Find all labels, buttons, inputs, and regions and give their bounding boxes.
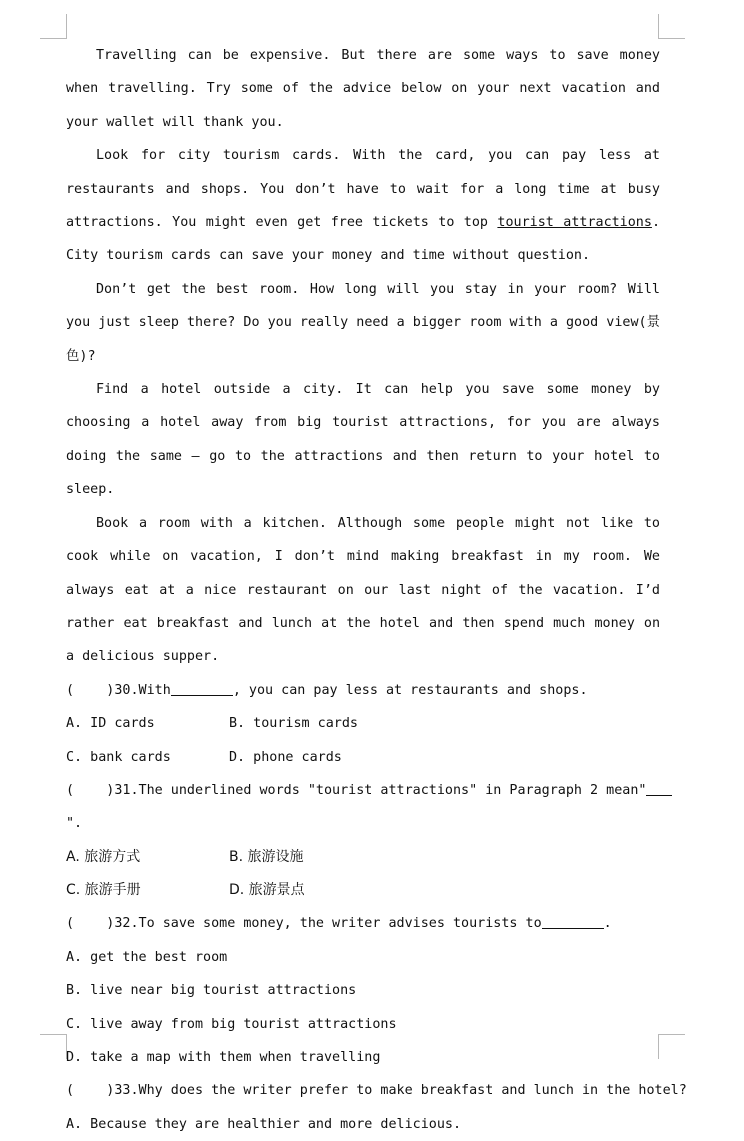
document-body bbox=[66, 39, 687, 1141]
crop-mark-bottom-left bbox=[40, 1034, 67, 1059]
question-30 bbox=[66, 674, 660, 707]
question-33 bbox=[66, 1074, 687, 1107]
answer-bracket: ( ) bbox=[66, 916, 115, 932]
option-a bbox=[66, 841, 229, 874]
crop-mark-bottom-right bbox=[658, 1034, 685, 1059]
answer-blank bbox=[171, 681, 233, 696]
option-b-text: B. 旅游设施 bbox=[229, 848, 304, 865]
option-a-text: A. 旅游方式 bbox=[66, 848, 141, 865]
paragraph-2-text-start: Look for city tourism cards. With the card, you can pay less at restaurants and shops. You don’t have to wait for a long time at busy attractions. You might even get free tickets to top bbox=[66, 148, 660, 231]
option-c bbox=[66, 874, 229, 907]
option-c: C. bank cards bbox=[66, 749, 171, 765]
underlined-words: tourist attractions bbox=[497, 215, 652, 231]
option-d bbox=[229, 874, 392, 907]
question-31-options-row-2 bbox=[66, 874, 660, 907]
option-c: C. live away from big tourist attractions bbox=[66, 1016, 397, 1032]
question-32-text-end: . bbox=[603, 916, 612, 932]
question-30-options-row-2 bbox=[66, 741, 660, 774]
question-31-continuation: ". bbox=[66, 816, 83, 832]
option-c-text: C. 旅游手册 bbox=[66, 882, 141, 899]
answer-blank bbox=[646, 781, 672, 796]
option-b bbox=[229, 841, 392, 874]
question-32-text-start: 32.To save some money, the writer advises tourists to bbox=[114, 916, 542, 932]
question-30-text-start: 30.With bbox=[114, 682, 171, 698]
question-31 bbox=[66, 774, 660, 807]
answer-bracket: ( ) bbox=[66, 1083, 115, 1099]
paragraph-2-text-end: . City tourism cards can save your money and time without question. bbox=[66, 215, 660, 264]
question-31-options-row-1 bbox=[66, 841, 660, 874]
answer-bracket: ( ) bbox=[66, 682, 115, 698]
crop-mark-top-right bbox=[658, 14, 685, 39]
question-31-text: 31.The underlined words "tourist attractions" in Paragraph 2 mean" bbox=[114, 782, 647, 798]
question-30-options-row-1 bbox=[66, 707, 660, 740]
question-30-text-end: , you can pay less at restaurants and shops. bbox=[232, 682, 588, 698]
passage-paragraph-5: Book a room with a kitchen. Although some people might not like to cook while on vacation, I don’t mind making breakfast in my room. We always eat at a nice restaurant on our last night of the vacation. I’d rather eat breakfast and lunch at the hotel and then spend much money on a delicious supper. bbox=[66, 515, 660, 665]
option-b: B. live near big tourist attractions bbox=[66, 983, 357, 999]
passage-paragraph-2 bbox=[66, 139, 660, 273]
answer-bracket: ( ) bbox=[66, 782, 115, 798]
passage-paragraph-4: Find a hotel outside a city. It can help you save some money by choosing a hotel away from big tourist attractions, for you are always doing the same — go to the attractions and then return to your hotel to sleep. bbox=[66, 382, 660, 498]
option-d: D. take a map with them when travelling bbox=[66, 1050, 381, 1066]
option-d-text: D. 旅游景点 bbox=[229, 882, 305, 899]
option-a: A. get the best room bbox=[66, 949, 228, 965]
passage-paragraph-1: Travelling can be expensive. But there are some ways to save money when travelling. Try some of the advice below on your next vacation and your wallet will thank you. bbox=[66, 48, 660, 130]
passage-paragraph-3: Don’t get the best room. How long will you stay in your room? Will you just sleep there? Do you really need a bigger room with a good view(景色)? bbox=[66, 281, 660, 364]
option-b: B. tourism cards bbox=[229, 716, 358, 732]
option-a: A. ID cards bbox=[66, 716, 155, 732]
question-32 bbox=[66, 907, 660, 940]
answer-blank bbox=[542, 914, 604, 929]
option-a: A. Because they are healthier and more delicious. bbox=[66, 1116, 462, 1132]
question-33-text: 33.Why does the writer prefer to make breakfast and lunch in the hotel? bbox=[114, 1083, 687, 1099]
crop-mark-top-left bbox=[40, 14, 67, 39]
option-d: D. phone cards bbox=[229, 749, 342, 765]
